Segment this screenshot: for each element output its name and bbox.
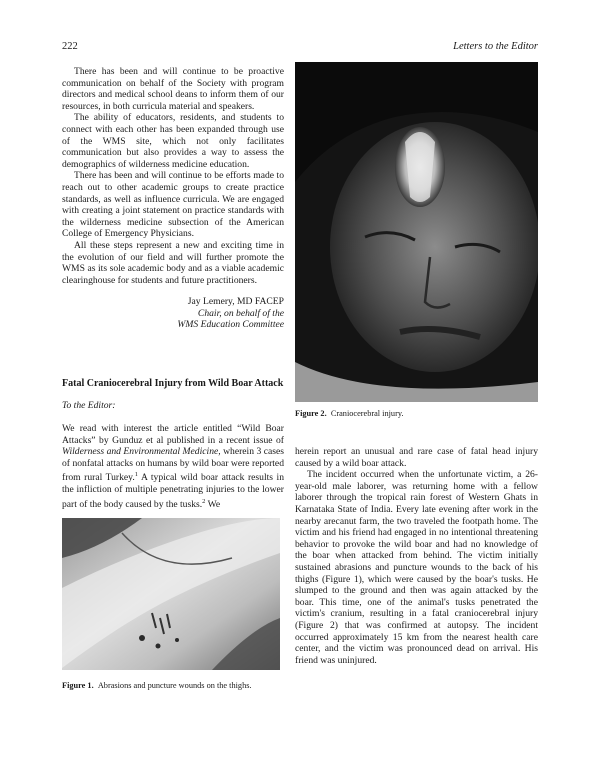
paragraph: The incident occurred when the unfortunate victim, a 26-year-old male laborer, was returning home with a fellow laborer through the tropical rain forest of Western Ghats in Karnataka State of India. Every late evening after work in the nearby arecanut farm, the two traveled the footpath home. The victim and his friend had engaged in no intentional threatening behavior to provoke the wild boar and had no knowledge of the boar when attacked from behind. The victim initially sustained abrasions and puncture wounds to the back of his thighs (Figure 1), which were caused by the boar's tusks. He slumped to the ground and then was again attacked by the boar. This time, one of the animal's tusks penetrated the victim's cranium, resulting in a fatal craniocerebral injury (Figure 2) that was confirmed at autopsy. The incident occurred approximately 15 km from the nearest health care center, and the victim was pronounced dead on arrival. His friend was uninjured.	[295, 469, 538, 666]
paragraph: There has been and will continue to be proactive communication on behalf of the Society with program directors and medical school deans to inform them of our resources, in both curricula material and speakers.	[62, 66, 284, 112]
journal-name: Wilderness and Environmental Medicine,	[62, 446, 221, 458]
figure-label: Figure 1.	[62, 681, 94, 690]
letter-title: Fatal Craniocerebral Injury from Wild Boar Attack	[62, 378, 284, 389]
paragraph: We read with interest the article entitled “Wild Boar Attacks” by Gunduz et al published in a recent issue of Wilderness and Environmental Medicine, wherein 3 cases of nonfatal attacks on humans by wild boar were reported from rural Turkey.$^1$ A typical wild boar attack results in the infliction of multiple penetrating injuries to the lower part of the body caused by the tusks.$^2$ We	[62, 423, 284, 510]
paragraph: The ability of educators, residents, and students to connect with each other has been expanded through use of the WMS site, which not only facilitates communication but also provides a way to assess the demographics of wilderness medicine education.	[62, 112, 284, 170]
paragraph: herein report an unusual and rare case of fatal head injury caused by a wild boar attack.	[295, 446, 538, 469]
right-column-text	[295, 446, 538, 666]
figure-2-caption: Figure 2. Craniocerebral injury.	[295, 409, 404, 418]
reference: 1	[134, 471, 138, 479]
paragraph: There has been and will continue to be efforts made to reach out to other academic groups to create practice standards, as well as influence curricula. We are engaged with creating a joint statement on practice standards with the wilderness medicine subsection of the American College of Emergency Physicians.	[62, 170, 284, 240]
signature-committee: WMS Education Committee	[177, 319, 284, 331]
journal-section-title: Letters to the Editor	[453, 41, 538, 52]
figure-1-photo	[62, 518, 280, 670]
paragraph: All these steps represent a new and exciting time in the evolution of our field and will further promote the WMS as its sole academic body and as a viable academic clearinghouse for students and future practitioners.	[62, 239, 284, 286]
signature-role: Chair, on behalf of the	[197, 307, 284, 319]
figure-2-photo	[295, 62, 538, 402]
page-number: 222	[62, 41, 78, 52]
reference: 2	[202, 497, 206, 505]
figure-1-caption: Figure 1. Abrasions and puncture wounds on the thighs.	[62, 681, 252, 690]
letter-body-start	[62, 423, 284, 511]
signature-block	[62, 296, 284, 331]
left-column-intro	[62, 66, 284, 286]
signature-name: Jay Lemery, MD FACEP	[187, 296, 284, 307]
salutation: To the Editor:	[62, 400, 116, 411]
figure-label: Figure 2.	[295, 409, 327, 418]
